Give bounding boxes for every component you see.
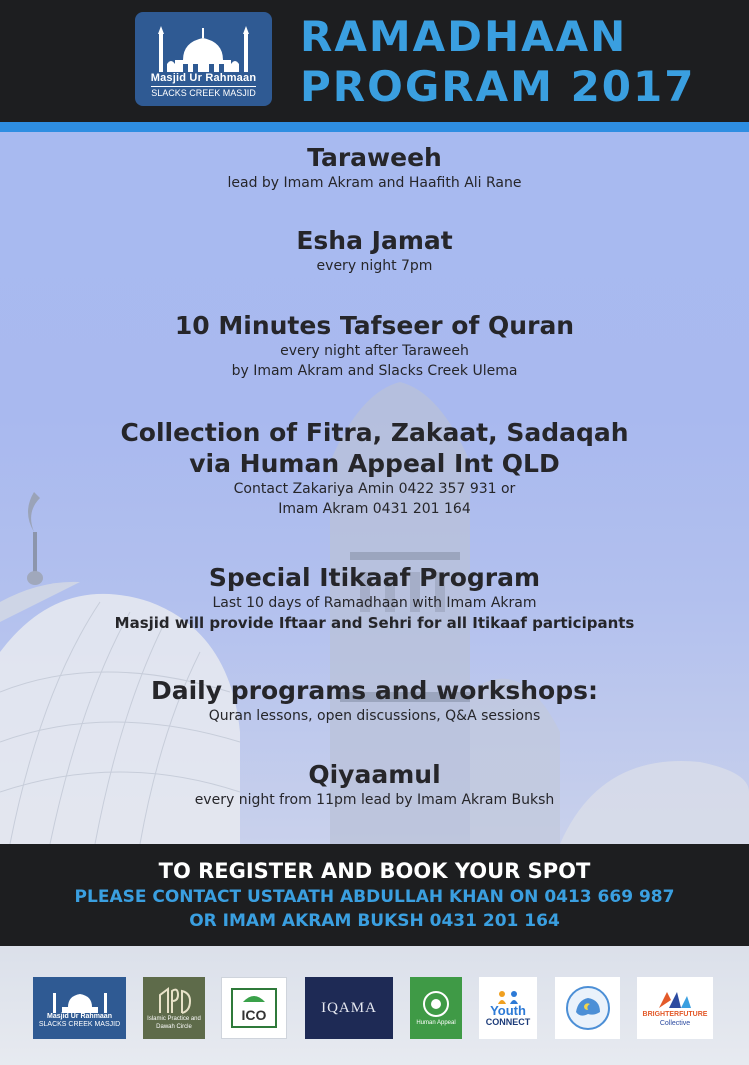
- sponsor-logo-brighter-future: [637, 977, 713, 1039]
- sponsor-name: Youth: [490, 1002, 526, 1018]
- section-title: Esha Jamat: [296, 226, 453, 255]
- section-itikaaf: [0, 562, 749, 633]
- section-title: Qiyaamul: [308, 760, 441, 789]
- section-esha-jamat: [0, 225, 749, 276]
- sponsor-name: Islamic Practice and Dawah Circle: [147, 1016, 201, 1030]
- section-line: by Imam Akram and Slacks Creek Ulema: [231, 363, 518, 379]
- sponsor-name: BRIGHTERFUTURE: [642, 1011, 708, 1018]
- council-seal-icon: [564, 984, 612, 1032]
- masjid-logo: [135, 12, 272, 106]
- section-line: Masjid will provide Iftaar and Sehri for all Itikaaf participants: [114, 614, 635, 632]
- header: [0, 0, 749, 122]
- title-line-1: RAMADHAAN: [300, 12, 628, 61]
- sponsor-logo-youth-connect: [479, 977, 537, 1039]
- contact-heading: TO REGISTER AND BOOK YOUR SPOT: [158, 859, 591, 883]
- logo-name: Masjid Ur Rahmaan: [150, 72, 257, 84]
- sponsor-strip: [0, 946, 749, 1065]
- sponsor-name: Human Appeal: [416, 1020, 456, 1026]
- mosque-icon: [50, 987, 110, 1013]
- ico-dome-icon: [229, 986, 279, 1030]
- section-title: Daily programs and workshops:: [150, 676, 598, 705]
- section-line: Imam Akram 0431 201 164: [278, 501, 471, 517]
- contact-line-1: PLEASE CONTACT USTAATH ABDULLAH KHAN ON 0413 669 987: [74, 887, 675, 907]
- section-daily-programs: [0, 675, 749, 726]
- mosque-icon: [153, 20, 254, 72]
- sponsor-logo-human-appeal: [410, 977, 462, 1039]
- sponsor-sub: Collective: [659, 1020, 691, 1027]
- contact-band: [0, 844, 749, 946]
- human-appeal-emblem-icon: [421, 989, 451, 1019]
- section-title-2: via Human Appeal Int QLD: [189, 449, 560, 478]
- brighter-future-mark-icon: [655, 988, 695, 1010]
- section-title: Special Itikaaf Program: [208, 563, 541, 592]
- youth-figures-icon: [493, 990, 523, 1004]
- section-line: every night 7pm: [316, 258, 433, 274]
- sponsor-sub: SLACKS CREEK MASJID: [38, 1021, 121, 1028]
- section-line: Quran lessons, open discussions, Q&A sessions: [208, 708, 541, 724]
- section-tafseer: [0, 310, 749, 381]
- section-title: 10 Minutes Tafseer of Quran: [174, 311, 575, 340]
- section-qiyaamul: [0, 759, 749, 810]
- page-title: [300, 12, 740, 112]
- section-line: lead by Imam Akram and Haafith Ali Rane: [227, 175, 522, 191]
- contact-line-2: OR IMAM AKRAM BUKSH 0431 201 164: [189, 911, 560, 931]
- sponsor-logo-iqama: [305, 977, 393, 1039]
- section-title: Taraweeh: [307, 143, 442, 172]
- section-taraweeh: [0, 142, 749, 193]
- sponsor-sub: CONNECT: [485, 1016, 531, 1027]
- title-line-2: PROGRAM 2017: [300, 62, 696, 111]
- program-body: [0, 132, 749, 844]
- sponsor-logo-ico: [221, 977, 287, 1039]
- sponsor-logo-ipdc: [143, 977, 205, 1039]
- blue-stripe: [0, 122, 749, 132]
- section-line: Contact Zakariya Amin 0422 357 931 or: [233, 481, 516, 497]
- sponsor-logo-council: [555, 977, 620, 1039]
- section-line: every night from 11pm lead by Imam Akram Buksh: [194, 792, 555, 808]
- sponsor-name: IQAMA: [321, 999, 377, 1016]
- sponsor-name: ICO: [241, 1007, 267, 1023]
- sponsor-name: Masjid Ur Rahmaan: [47, 1013, 112, 1020]
- sponsor-logo-masjid: [33, 977, 126, 1039]
- ipdc-emblem-icon: [156, 985, 192, 1015]
- section-line: Last 10 days of Ramadhaan with Imam Akram: [212, 595, 537, 611]
- logo-subtitle: SLACKS CREEK MASJID: [151, 88, 256, 98]
- section-collection: [0, 417, 749, 519]
- section-title: Collection of Fitra, Zakaat, Sadaqah: [120, 418, 629, 447]
- section-line: every night after Taraweeh: [280, 343, 469, 359]
